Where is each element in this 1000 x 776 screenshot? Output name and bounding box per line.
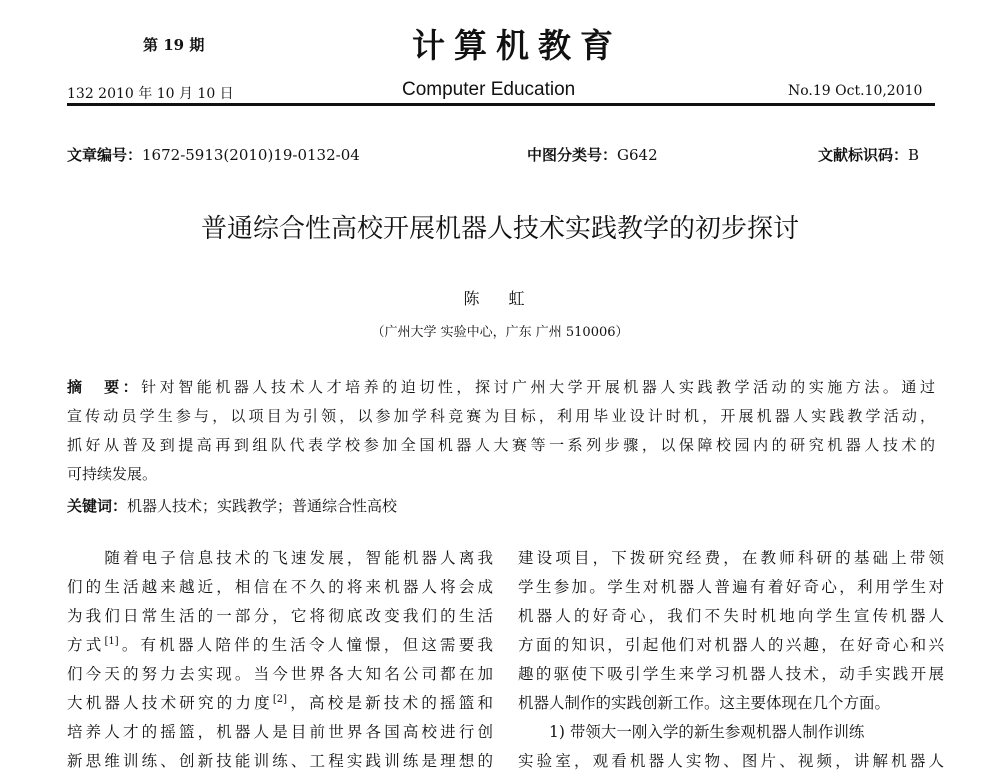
- abstract-line: 抓好从普及到提高再到组队代表学校参加全国机器人大赛等一系列步骤，以保障校园内的研究机器人技术的: [67, 436, 935, 454]
- affiliation: （广州大学 实验中心，广东 广州 510006）: [371, 325, 629, 340]
- body-line: 们今天的努力去实现。当今世界各大知名公司都在加: [67, 665, 493, 683]
- article-number-label: 文章编号：: [67, 146, 143, 164]
- document-code: [818, 144, 919, 165]
- abstract-line: 可持续发展。: [67, 465, 158, 483]
- article-title: 普通综合性高校开展机器人技术实践教学的初步探讨: [200, 214, 799, 244]
- document-code-label: 文献标识码：: [818, 146, 909, 164]
- journal-issue-date: No.19 Oct.10,2010: [788, 83, 923, 99]
- issue-number: 第 19 期: [143, 36, 205, 54]
- body-line: 实验室，观看机器人实物、图片、视频，讲解机器人: [518, 752, 944, 770]
- body-line: 1) 带领大一刚入学的新生参观机器人制作训练: [518, 723, 865, 741]
- header-rule: [67, 103, 935, 106]
- keywords-text: 机器人技术；实践教学；普通综合性高校: [127, 497, 398, 515]
- citation-ref: [1]: [104, 635, 119, 647]
- body-line: 建设项目，下拨研究经费，在教师科研的基础上带领: [518, 549, 944, 567]
- keywords-label: 关键词：: [67, 497, 128, 515]
- body-line: 机器人制作的实践创新工作。这主要体现在几个方面。: [518, 694, 891, 712]
- body-text: 大机器人技术研究的力度: [67, 694, 273, 712]
- journal-title-cn: 计算机教育: [412, 26, 622, 65]
- body-line: 们的生活越来越近，相信在不久的将来机器人将会成: [67, 578, 493, 596]
- clc-number: [527, 144, 658, 165]
- body-text: ，高校是新技术的摇篮和: [287, 694, 493, 712]
- document-code-value: B: [908, 146, 920, 164]
- body-text: 。有机器人陪伴的生活令人憧憬，但这需要我: [118, 636, 493, 654]
- body-line: 随着电子信息技术的飞速发展，智能机器人离我: [67, 549, 493, 567]
- body-line: 新思维训练、创新技能训练、工程实践训练是理想的: [67, 752, 493, 770]
- body-line: 学生参加。学生对机器人普遍有着好奇心，利用学生对: [518, 578, 944, 596]
- body-line: [67, 689, 493, 718]
- citation-ref: [2]: [272, 693, 288, 705]
- body-line: 趣的驱使下吸引学生来学习机器人技术，动手实践开展: [518, 665, 944, 683]
- body-line: 培养人才的摇篮，机器人是目前世界各国高校进行创: [67, 723, 493, 741]
- article-number-value: 1672-5913(2010)19-0132-04: [142, 146, 360, 164]
- abstract-text: 针对智能机器人技术人才培养的迫切性，探讨广州大学开展机器人实践教学活动的实施方法。通过: [141, 378, 935, 396]
- body-text: 方式: [67, 636, 105, 654]
- abstract: [67, 372, 935, 488]
- abstract-label: 摘 要：: [67, 378, 142, 396]
- author: 陈 虹: [463, 289, 537, 308]
- article-number: [67, 144, 360, 165]
- body-line: [67, 631, 493, 660]
- body-line: 为我们日常生活的一部分，它将彻底改变我们的生活: [67, 607, 493, 625]
- clc-number-value: G642: [617, 146, 658, 164]
- body-column-left: [67, 544, 493, 776]
- body-column-right: [518, 544, 944, 776]
- journal-title-en: Computer Education: [402, 79, 576, 100]
- clc-number-label: 中图分类号：: [527, 146, 618, 164]
- body-line: 方面的知识，引起他们对机器人的兴趣，在好奇心和兴: [518, 636, 944, 654]
- page-date: 132 2010 年 10 月 10 日: [67, 86, 234, 102]
- abstract-line: 宣传动员学生参与，以项目为引领，以参加学科竞赛为目标，利用毕业设计时机，开展机器人实践教学活动，: [67, 407, 935, 425]
- keywords: [67, 495, 397, 516]
- abstract-line: [67, 372, 935, 401]
- body-line: 机器人的好奇心，我们不失时机地向学生宣传机器人: [518, 607, 944, 625]
